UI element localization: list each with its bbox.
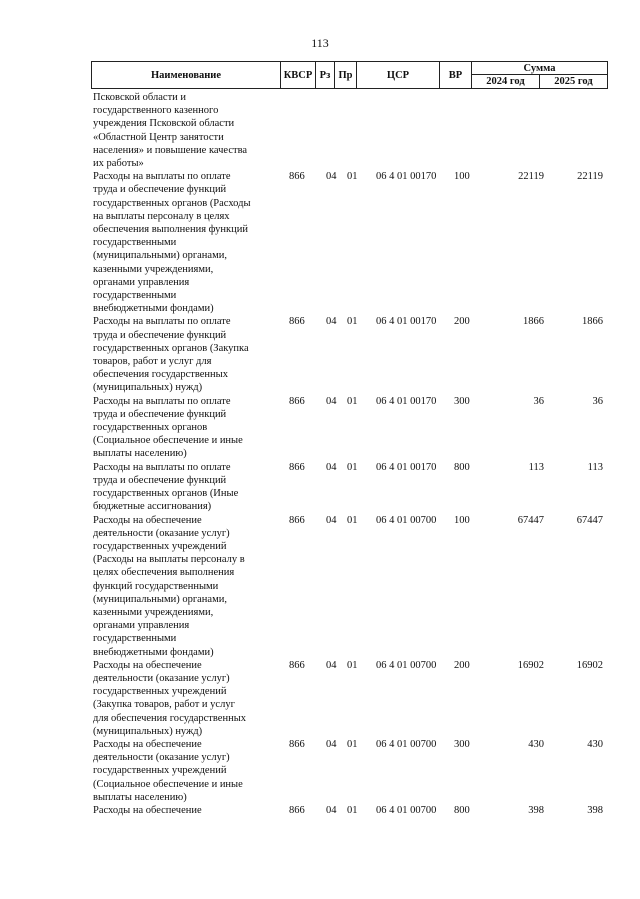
row-value-2024: 430 <box>528 738 544 750</box>
row-kvsr: 866 <box>289 316 305 328</box>
row-value-2024: 36 <box>533 395 544 407</box>
page-number: 113 <box>311 36 329 50</box>
table-row <box>93 395 608 461</box>
row-rz: 04 <box>326 171 337 183</box>
row-vr: 800 <box>454 804 470 816</box>
row-kvsr: 866 <box>289 738 305 750</box>
row-value-2025: 36 <box>592 395 603 407</box>
row-name: Расходы на выплаты по оплате труда и обеспечение функций государственных органов (Социальное обеспечение и иные выплаты населению) <box>93 395 243 460</box>
row-pr: 01 <box>347 461 358 473</box>
row-value-2024: 113 <box>528 461 544 473</box>
row-kvsr: 866 <box>289 171 305 183</box>
intro-row <box>93 91 608 170</box>
row-value-2024: 1866 <box>523 316 544 328</box>
row-name: Расходы на выплаты по оплате труда и обеспечение функций государственных органов (Расходы на выплаты персоналу в целях обеспечения выполнения функций государственными (муниципальными) органами, казенными учреждениями, органами управления государственными внебюджетными фондами) <box>93 171 251 315</box>
header-csr: ЦСР <box>357 62 440 88</box>
row-value-2025: 1866 <box>582 316 603 328</box>
row-name: Расходы на обеспечение деятельности (оказание услуг) государственных учреждений (Закупка товаров, работ и услуг для обеспечения государственных (муниципальных) нужд) <box>93 659 246 737</box>
row-vr: 300 <box>454 395 470 407</box>
row-vr: 100 <box>454 514 470 526</box>
row-pr: 01 <box>347 738 358 750</box>
row-name: Расходы на обеспечение <box>93 804 202 816</box>
header-pr: Пр <box>335 62 357 88</box>
table-row <box>93 315 608 394</box>
header-rz: Рз <box>316 62 335 88</box>
table-body <box>93 91 608 817</box>
row-kvsr: 866 <box>289 804 305 816</box>
row-pr: 01 <box>347 804 358 816</box>
table-row <box>93 659 608 738</box>
row-rz: 04 <box>326 461 337 473</box>
row-pr: 01 <box>347 514 358 526</box>
header-sum: Сумма <box>472 62 607 75</box>
row-csr: 06 4 01 00700 <box>376 738 437 750</box>
row-csr: 06 4 01 00170 <box>376 395 437 407</box>
row-pr: 01 <box>347 659 358 671</box>
row-vr: 800 <box>454 461 470 473</box>
row-kvsr: 866 <box>289 461 305 473</box>
row-value-2025: 398 <box>587 804 603 816</box>
row-csr: 06 4 01 00700 <box>376 514 437 526</box>
header-year-2024: 2024 год <box>472 75 540 88</box>
row-value-2024: 398 <box>528 804 544 816</box>
row-csr: 06 4 01 00170 <box>376 461 437 473</box>
row-rz: 04 <box>326 316 337 328</box>
row-vr: 100 <box>454 171 470 183</box>
header-year-2025: 2025 год <box>554 76 593 87</box>
header-kvsr: КВСР <box>281 62 316 88</box>
row-value-2025: 430 <box>587 738 603 750</box>
header-sum-group <box>472 62 607 88</box>
row-kvsr: 866 <box>289 395 305 407</box>
table-row <box>93 514 608 659</box>
intro-text: Псковской области и государственного казенного учреждения Псковской области «Областной Центр занятости населения» и повышение качества их работы» <box>93 92 248 170</box>
row-rz: 04 <box>326 514 337 526</box>
row-csr: 06 4 01 00170 <box>376 316 437 328</box>
row-pr: 01 <box>347 395 358 407</box>
row-kvsr: 866 <box>289 514 305 526</box>
header-name: Наименование <box>92 62 281 88</box>
table-header <box>91 61 608 89</box>
row-vr: 200 <box>454 316 470 328</box>
row-value-2024: 16902 <box>517 659 544 671</box>
row-rz: 04 <box>326 804 337 816</box>
row-rz: 04 <box>326 395 337 407</box>
row-vr: 300 <box>454 738 470 750</box>
row-csr: 06 4 01 00170 <box>376 171 437 183</box>
row-name: Расходы на выплаты по оплате труда и обеспечение функций государственных органов (Закупка товаров, работ и услуг для обеспечения государственных (муниципальных) нужд) <box>93 316 249 394</box>
row-rz: 04 <box>326 738 337 750</box>
header-vr: ВР <box>440 62 472 88</box>
row-rz: 04 <box>326 659 337 671</box>
row-pr: 01 <box>347 316 358 328</box>
row-value-2024: 22119 <box>518 171 544 183</box>
table-row <box>93 804 608 817</box>
row-value-2025: 113 <box>587 461 603 473</box>
row-value-2025: 22119 <box>577 171 603 183</box>
row-name: Расходы на обеспечение деятельности (оказание услуг) государственных учреждений (Расходы на выплаты персоналу в целях обеспечения выполнения функций государственными (муниципальными) органами, казенными учреждениями, органами управления государственными внебюджетными фондами) <box>93 514 245 658</box>
row-value-2025: 16902 <box>576 659 603 671</box>
row-pr: 01 <box>347 171 358 183</box>
row-csr: 06 4 01 00700 <box>376 804 437 816</box>
row-name: Расходы на обеспечение деятельности (оказание услуг) государственных учреждений (Социальное обеспечение и иные выплаты населению) <box>93 738 243 803</box>
table-row <box>93 170 608 315</box>
row-value-2024: 67447 <box>517 514 544 526</box>
table-row <box>93 738 608 804</box>
row-vr: 200 <box>454 659 470 671</box>
table-row <box>93 461 608 514</box>
row-value-2025: 67447 <box>576 514 603 526</box>
row-kvsr: 866 <box>289 659 305 671</box>
row-name: Расходы на выплаты по оплате труда и обеспечение функций государственных органов (Иные бюджетные ассигнования) <box>93 461 239 513</box>
row-csr: 06 4 01 00700 <box>376 659 437 671</box>
